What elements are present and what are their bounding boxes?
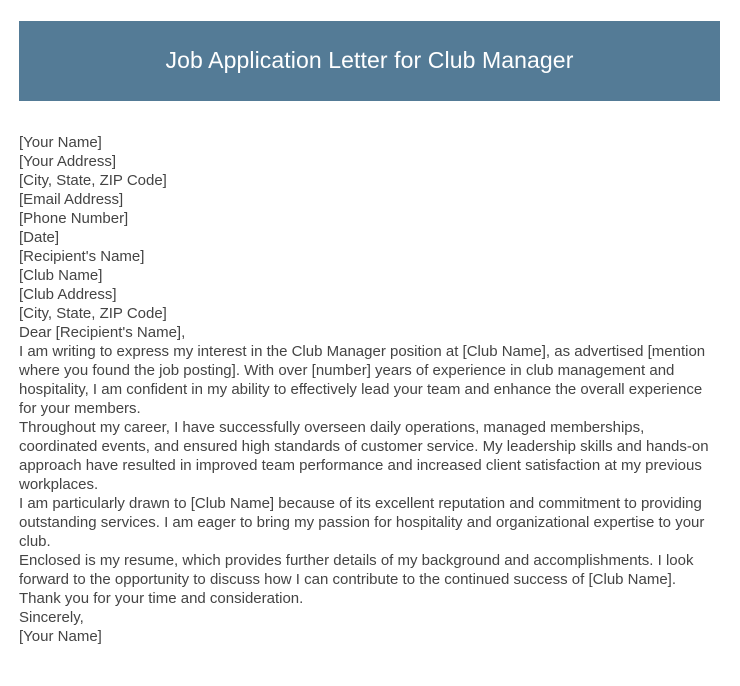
body-paragraph-3: I am particularly drawn to [Club Name] because of its excellent reputation and commitment to providing outstanding services. I am eager to bring my passion for hospitality and organizational expertise to your club.: [19, 495, 705, 550]
recipient-club-address-line: [Club Address]: [19, 286, 117, 303]
sender-city-state-zip-line: [City, State, ZIP Code]: [19, 172, 167, 189]
signature-name-line: [Your Name]: [19, 628, 102, 645]
thank-you-line: Thank you for your time and consideration.: [19, 590, 304, 607]
document-header-banner: [19, 21, 720, 101]
sender-address-line: [Your Address]: [19, 153, 117, 170]
body-paragraph-1: I am writing to express my interest in the Club Manager position at [Club Name], as advertised [mention where you found the job posting]. With over [number] years of experience in club management and hospitality, I am confident in my ability to effectively lead your team and enhance the overall experience for your members.: [19, 343, 706, 417]
salutation-line: Dear [Recipient's Name],: [19, 324, 186, 341]
recipient-city-state-zip-line: [City, State, ZIP Code]: [19, 305, 167, 322]
recipient-club-name-line: [Club Name]: [19, 267, 103, 284]
page-title: Job Application Letter for Club Manager: [165, 47, 574, 74]
date-line: [Date]: [19, 229, 60, 246]
sender-name-line: [Your Name]: [19, 134, 102, 151]
letter-content: [19, 133, 720, 646]
body-paragraph-2: Throughout my career, I have successfully overseen daily operations, managed memberships, coordinated events, and ensured high standards of customer service. My leadership skills and hands-on approach have resulted in improved team performance and increased client satisfaction at my previous workplaces.: [19, 419, 709, 493]
body-paragraph-4: Enclosed is my resume, which provides further details of my background and accomplishments. I look forward to the opportunity to discuss how I can contribute to the continued success of [Club Name].: [19, 552, 694, 588]
sender-email-line: [Email Address]: [19, 191, 124, 208]
closing-line: Sincerely,: [19, 609, 84, 626]
sender-phone-line: [Phone Number]: [19, 210, 129, 227]
recipient-name-line: [Recipient's Name]: [19, 248, 145, 265]
